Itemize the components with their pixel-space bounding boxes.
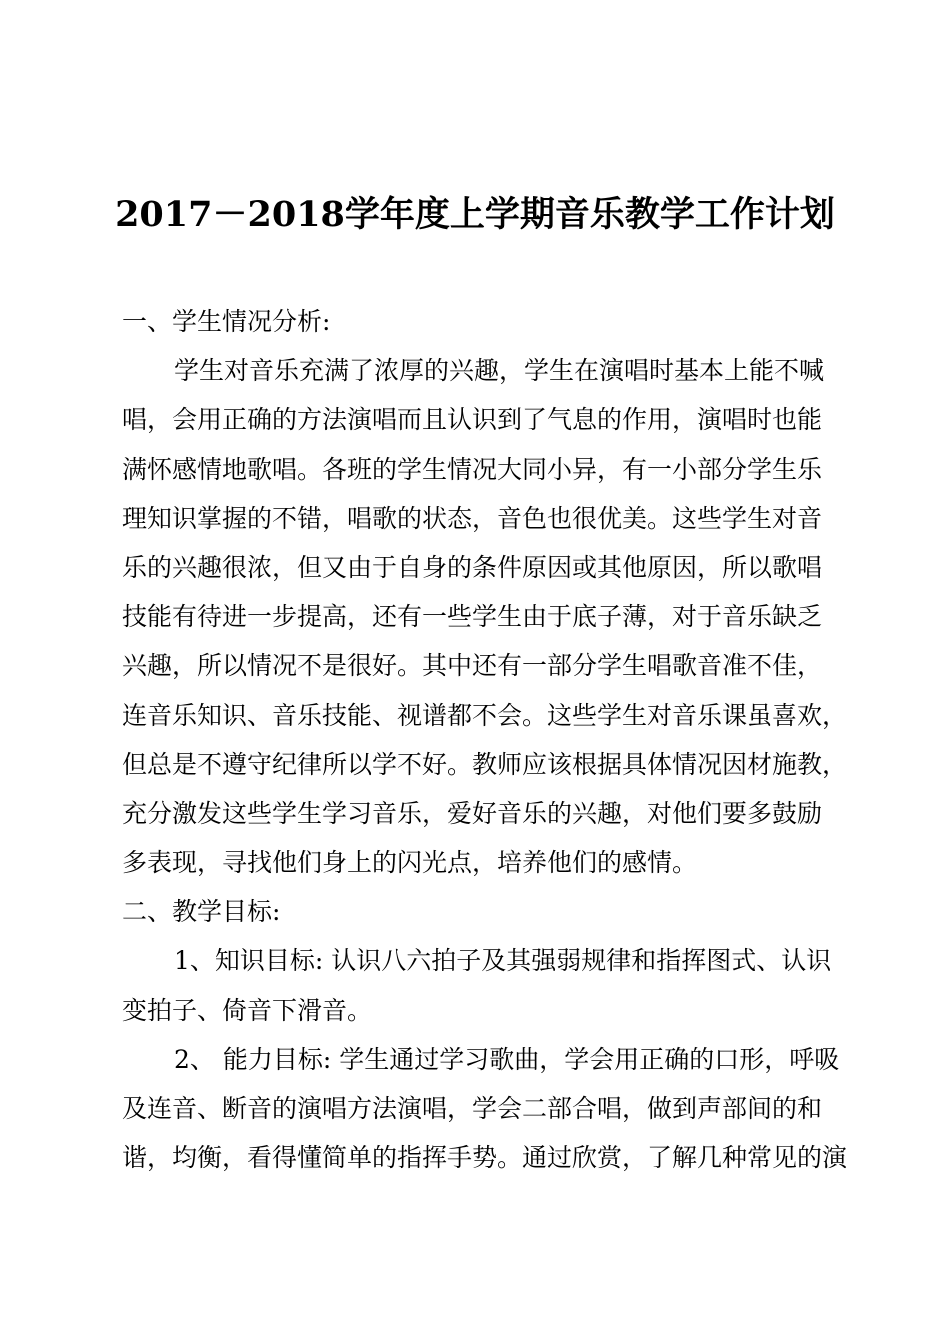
body-line: 2、 能力目标: 学生通过学习歌曲，学会用正确的口形，呼吸 bbox=[174, 1044, 840, 1074]
body-line: 变拍子、倚音下滑音。 bbox=[122, 995, 373, 1025]
body-line: 1、知识目标: 认识八六拍子及其强弱规律和指挥图式、认识 bbox=[174, 946, 832, 976]
body-line: 乐的兴趣很浓，但又由于自身的条件原因或其他原因，所以歌唱 bbox=[122, 552, 823, 582]
body-line: 满怀感情地歌唱。各班的学生情况大同小异，有一小部分学生乐 bbox=[122, 454, 823, 484]
body-line: 技能有待进一步提高，还有一些学生由于底子薄，对于音乐缺乏 bbox=[122, 602, 823, 632]
body-line: 但总是不遵守纪律所以学不好。教师应该根据具体情况因材施教， bbox=[122, 749, 848, 779]
document-body bbox=[122, 297, 848, 1182]
body-line: 唱，会用正确的方法演唱而且认识到了气息的作用，演唱时也能 bbox=[122, 405, 823, 435]
body-line: 谐，均衡，看得懂简单的指挥手势。通过欣赏，了解几种常见的演 bbox=[122, 1143, 848, 1173]
body-line: 连音乐知识、音乐技能、视谱都不会。这些学生对音乐课虽喜欢， bbox=[122, 700, 848, 730]
body-line: 兴趣，所以情况不是很好。其中还有一部分学生唱歌音准不佳， bbox=[122, 651, 823, 681]
body-line: 学生对音乐充满了浓厚的兴趣，学生在演唱时基本上能不喊 bbox=[174, 356, 825, 386]
body-line: 一、学生情况分析: bbox=[122, 307, 331, 336]
body-line: 二、教学目标: bbox=[122, 897, 281, 927]
body-line: 充分激发这些学生学习音乐，爱好音乐的兴趣，对他们要多鼓励 bbox=[122, 798, 823, 828]
body-line: 理知识掌握的不错，唱歌的状态，音色也很优美。这些学生对音 bbox=[122, 503, 823, 533]
body-line: 及连音、断音的演唱方法演唱，学会二部合唱，做到声部间的和 bbox=[122, 1094, 823, 1123]
body-line: 多表现，寻找他们身上的闪光点，培养他们的感情。 bbox=[122, 848, 698, 878]
document-title: 2017－2018学年度上学期音乐教学工作计划 bbox=[115, 194, 835, 235]
